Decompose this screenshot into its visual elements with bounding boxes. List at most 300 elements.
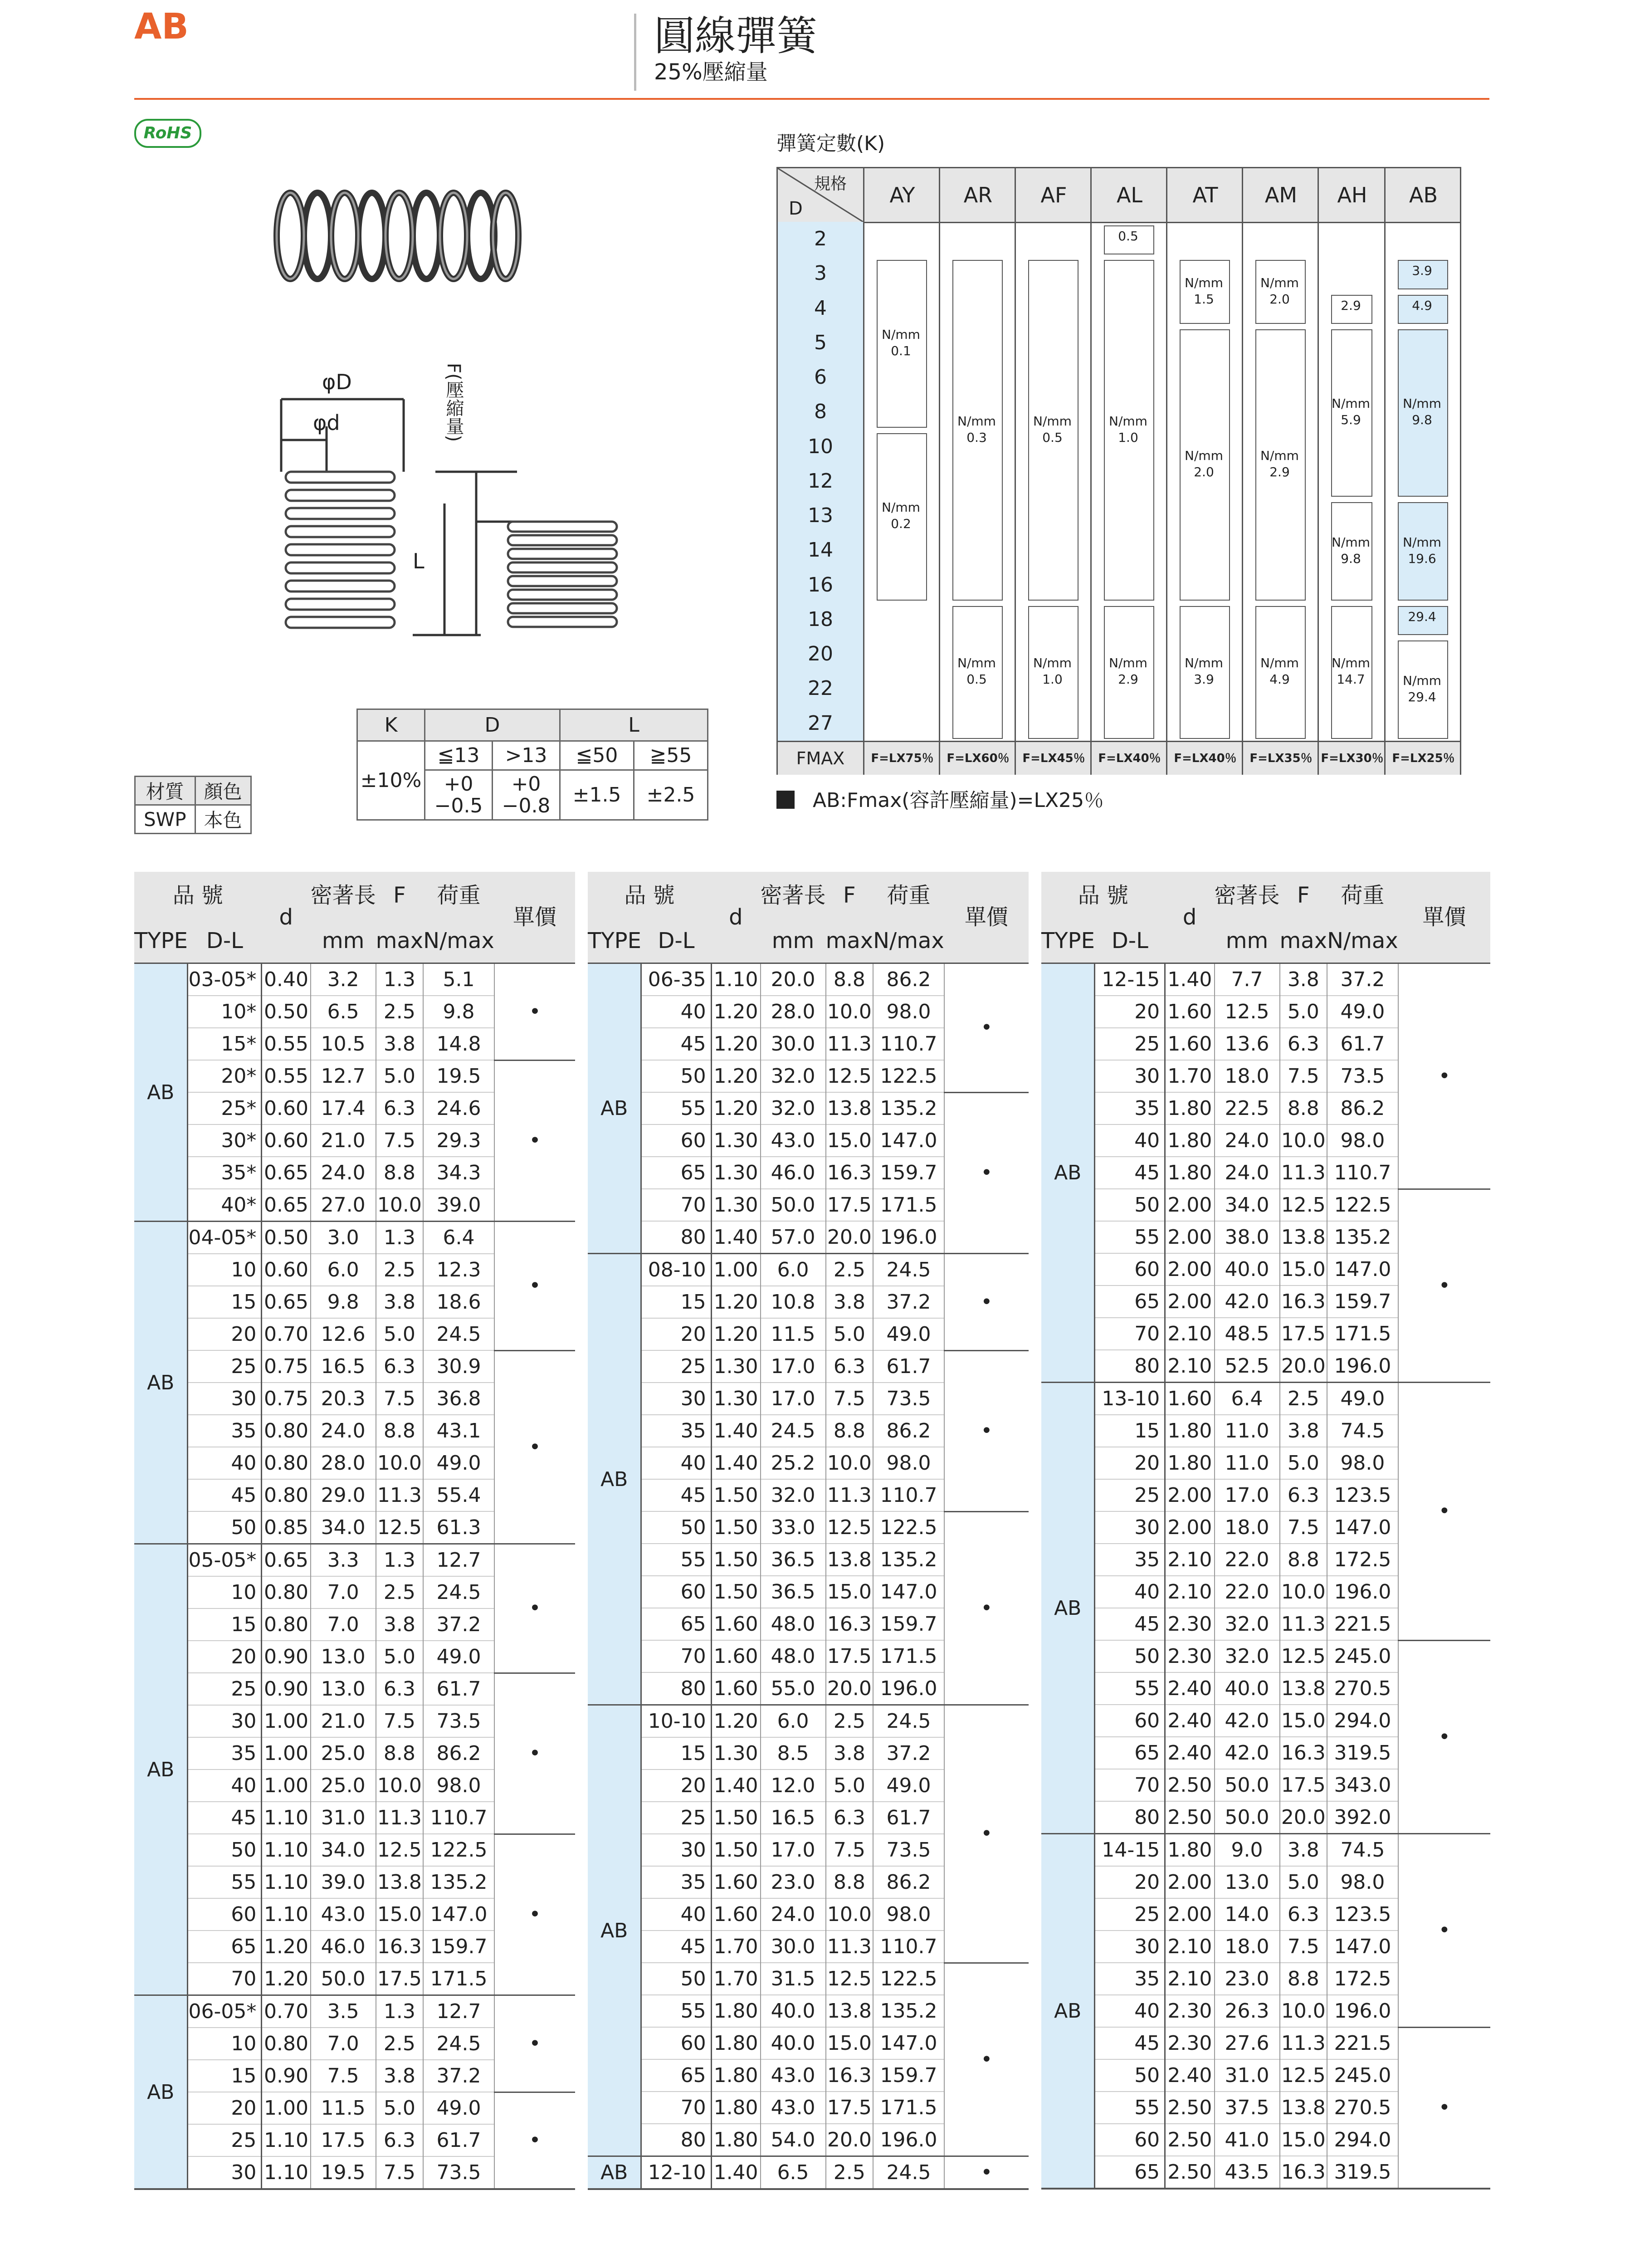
price-cell: • (494, 963, 575, 1061)
d-cell: 2.30 (1165, 1995, 1215, 2027)
d-cell: 1.10 (262, 2156, 311, 2189)
d-cell: 1.20 (711, 1060, 760, 1092)
solid-cell: 41.0 (1215, 2124, 1280, 2156)
d-cell: 1.30 (711, 1189, 760, 1221)
dl-cell: 50 (1095, 2059, 1165, 2092)
d-cell: 0.50 (262, 996, 311, 1028)
dl-cell: 40 (641, 1447, 711, 1479)
load-cell: 61.7 (873, 1350, 944, 1383)
dl-cell: 03-05* (188, 963, 262, 996)
d-cell: 2.40 (1165, 1705, 1215, 1737)
dl-cell: 35 (188, 1737, 262, 1769)
solid-cell: 17.0 (1215, 1479, 1280, 1511)
dl-cell: 10* (188, 996, 262, 1028)
load-cell: 159.7 (873, 2059, 944, 2092)
dl-cell: 20* (188, 1060, 262, 1092)
dl-cell: 60 (641, 1124, 711, 1157)
load-cell: 122.5 (1327, 1189, 1398, 1221)
solid-cell: 13.0 (1215, 1866, 1280, 1898)
table-row (588, 2156, 1029, 2190)
dl-cell: 20 (1095, 1447, 1165, 1479)
solid-cell: 20.3 (311, 1383, 376, 1415)
dl-cell: 35 (641, 1866, 711, 1898)
k-column-line (1166, 222, 1167, 773)
fmax-value: F=LX40％ (1090, 742, 1167, 775)
load-cell: 73.5 (423, 1705, 494, 1737)
f-cell: 5.0 (1280, 1866, 1327, 1898)
d-cell: 1.00 (262, 1705, 311, 1737)
solid-cell: 17.0 (761, 1383, 826, 1415)
d-cell: 1.60 (711, 1866, 760, 1898)
type-head: TYPE (1041, 919, 1095, 963)
f-cell: 13.8 (1280, 1672, 1327, 1705)
table-row (134, 1544, 575, 1577)
load-unit-head: N/max (423, 919, 494, 963)
d-cell: 1.40 (711, 1415, 760, 1447)
dl-cell: 13-10 (1095, 1383, 1165, 1415)
d-cell: 1.40 (711, 2156, 760, 2190)
dl-cell: 40* (188, 1189, 262, 1222)
solid-cell: 11.5 (761, 1318, 826, 1350)
solid-cell: 12.5 (1215, 996, 1280, 1028)
d-cell: 1.50 (711, 1802, 760, 1834)
f-cell: 3.8 (1280, 963, 1327, 996)
f-cell: 17.5 (1280, 1769, 1327, 1801)
f-cell: 16.3 (1280, 1286, 1327, 1318)
solid-cell: 43.0 (311, 1898, 376, 1931)
load-head: 荷重 (423, 872, 494, 919)
price-cell: • (1398, 963, 1490, 1189)
k-d-value: 5 (778, 326, 863, 361)
f-cell: 3.8 (376, 1608, 424, 1641)
tol-k-value: ±10% (357, 741, 425, 820)
dl-cell: 04-05* (188, 1222, 262, 1254)
d-cell: 1.20 (262, 1931, 311, 1963)
tol-k-head: K (357, 709, 425, 741)
solid-cell: 6.0 (761, 1254, 826, 1286)
dl-cell: 15 (641, 1737, 711, 1769)
solid-cell: 32.0 (761, 1092, 826, 1124)
k-type-ar: AR (939, 168, 1016, 222)
table-row (588, 1511, 1029, 1544)
dl-cell: 50 (641, 1060, 711, 1092)
solid-cell: 55.0 (761, 1672, 826, 1705)
k-value-label: N/mm 0.1 (882, 327, 920, 358)
solid-cell: 30.0 (761, 1028, 826, 1060)
solid-cell: 38.0 (1215, 1221, 1280, 1253)
d-cell: 1.20 (711, 1092, 760, 1124)
solid-cell: 18.0 (1215, 1931, 1280, 1963)
d-cell: 2.00 (1165, 1866, 1215, 1898)
d-cell: 2.10 (1165, 1576, 1215, 1608)
price-cell: • (494, 1222, 575, 1351)
d-cell: 0.50 (262, 1222, 311, 1254)
d-cell: 0.70 (262, 1318, 311, 1350)
solid-cell: 28.0 (761, 996, 826, 1028)
d-cell: 0.90 (262, 1641, 311, 1673)
load-cell: 37.2 (873, 1286, 944, 1318)
dl-cell: 60 (188, 1898, 262, 1931)
d-cell: 0.80 (262, 1608, 311, 1641)
solid-cell: 6.4 (1215, 1383, 1280, 1415)
solid-cell: 9.8 (311, 1286, 376, 1318)
solid-cell: 31.0 (311, 1802, 376, 1834)
f-cell: 11.3 (376, 1802, 424, 1834)
f-cell: 20.0 (1280, 1801, 1327, 1834)
f-cell: 15.0 (826, 1576, 873, 1608)
f-cell: 7.5 (1280, 1931, 1327, 1963)
solid-cell: 6.0 (761, 1705, 826, 1738)
table-row (134, 1350, 575, 1383)
f-cell: 8.8 (826, 1415, 873, 1447)
part-number-head: 品 號 (588, 872, 711, 919)
price-cell: • (494, 1544, 575, 1673)
solid-length-head: 密著長 (1215, 872, 1280, 919)
dl-cell: 25 (1095, 1479, 1165, 1511)
d-cell: 1.30 (711, 1737, 760, 1769)
d-cell: 0.80 (262, 1479, 311, 1511)
solid-cell: 50.0 (1215, 1801, 1280, 1834)
load-cell: 18.6 (423, 1286, 494, 1318)
solid-cell: 19.5 (311, 2156, 376, 2189)
d-cell: 1.30 (711, 1383, 760, 1415)
k-value-label: N/mm 9.8 (1332, 534, 1370, 566)
dl-cell: 45 (641, 1931, 711, 1963)
f-cell: 6.3 (1280, 1898, 1327, 1931)
dl-head: D-L (188, 919, 262, 963)
f-cell: 6.3 (376, 1350, 424, 1383)
f-cell: 16.3 (376, 1931, 424, 1963)
k-value-label: N/mm 5.9 (1332, 396, 1370, 428)
f-cell: 2.5 (376, 996, 424, 1028)
k-type-ab: AB (1384, 168, 1461, 222)
d-cell: 2.00 (1165, 1189, 1215, 1221)
f-head: F (826, 872, 873, 919)
k-type-am: AM (1242, 168, 1319, 222)
dl-cell: 30 (1095, 1931, 1165, 1963)
dl-cell: 65 (641, 2059, 711, 2092)
f-cell: 8.8 (376, 1157, 424, 1189)
solid-cell: 17.0 (761, 1350, 826, 1383)
solid-cell: 50.0 (761, 1189, 826, 1221)
f-cell: 11.3 (826, 1028, 873, 1060)
d-cell: 2.00 (1165, 1511, 1215, 1544)
d-cell: 0.70 (262, 1995, 311, 2028)
solid-cell: 24.0 (311, 1415, 376, 1447)
solid-cell: 25.0 (311, 1737, 376, 1769)
d-cell: 1.80 (1165, 1157, 1215, 1189)
f-cell: 8.8 (376, 1415, 424, 1447)
f-cell: 2.5 (826, 2156, 873, 2190)
dl-cell: 45 (1095, 1608, 1165, 1640)
load-cell: 147.0 (873, 2027, 944, 2059)
k-d-value: 4 (778, 291, 863, 327)
load-cell: 49.0 (423, 2092, 494, 2124)
price-cell: • (494, 1350, 575, 1544)
d-cell: 0.65 (262, 1157, 311, 1189)
dl-cell: 50 (1095, 1189, 1165, 1221)
d-cell: 1.80 (711, 2124, 760, 2156)
f-cell: 10.0 (826, 996, 873, 1028)
d-cell: 0.75 (262, 1383, 311, 1415)
f-cell: 6.3 (826, 1802, 873, 1834)
f-cell: 20.0 (1280, 1350, 1327, 1383)
price-cell: • (944, 1705, 1029, 1963)
load-cell: 12.3 (423, 1254, 494, 1286)
f-cell: 3.8 (376, 2060, 424, 2092)
load-cell: 24.5 (423, 2028, 494, 2060)
load-cell: 171.5 (423, 1963, 494, 1995)
price-head: 單價 (1398, 872, 1490, 963)
f-cell: 12.5 (1280, 1189, 1327, 1221)
fmax-note-text: AB:Fmax(容許壓縮量)=LX25％ (813, 789, 1104, 812)
d-cell: 1.50 (711, 1479, 760, 1511)
price-cell: • (494, 1834, 575, 1995)
f-cell: 2.5 (376, 2028, 424, 2060)
product-table-2 (588, 872, 1029, 2190)
dl-cell: 10 (188, 1254, 262, 1286)
solid-cell: 7.0 (311, 1576, 376, 1608)
tol-d-range-1: ≦13 (425, 741, 493, 770)
solid-cell: 12.6 (311, 1318, 376, 1350)
dl-cell: 25 (188, 1673, 262, 1705)
price-cell: • (944, 1254, 1029, 1351)
d-cell: 0.65 (262, 1544, 311, 1577)
spring-photo (272, 181, 526, 290)
dl-cell: 55 (1095, 2092, 1165, 2124)
solid-cell: 23.0 (761, 1866, 826, 1898)
part-number-head: 品 號 (1041, 872, 1165, 919)
dl-cell: 65 (641, 1608, 711, 1640)
load-cell: 196.0 (1327, 1995, 1398, 2027)
dl-cell: 15 (188, 1608, 262, 1641)
d-cell: 1.20 (711, 996, 760, 1028)
solid-unit-head: mm (311, 919, 376, 963)
solid-cell: 24.5 (761, 1415, 826, 1447)
dl-cell: 12-15 (1095, 963, 1165, 996)
f-cell: 12.5 (1280, 2059, 1327, 2092)
solid-cell: 27.6 (1215, 2027, 1280, 2059)
f-cell: 6.3 (826, 1350, 873, 1383)
f-cell: 8.8 (1280, 1544, 1327, 1576)
load-cell: 24.5 (873, 1705, 944, 1738)
type-cell: AB (588, 2156, 641, 2190)
k-column-line (1090, 222, 1092, 773)
fmax-value: F=LX40％ (1166, 742, 1243, 775)
brand-label: AB (134, 6, 189, 47)
load-cell: 73.5 (423, 2156, 494, 2189)
solid-cell: 22.0 (1215, 1544, 1280, 1576)
dl-cell: 50 (188, 1834, 262, 1866)
f-cell: 7.5 (1280, 1511, 1327, 1544)
table-row (1041, 1834, 1490, 1867)
load-cell: 172.5 (1327, 1544, 1398, 1576)
d-cell: 0.55 (262, 1060, 311, 1092)
outer-diameter-label: φD (322, 370, 352, 394)
d-cell: 1.10 (711, 963, 760, 996)
d-cell: 0.65 (262, 1286, 311, 1318)
f-cell: 8.8 (826, 963, 873, 996)
d-cell: 1.20 (711, 1705, 760, 1738)
dl-cell: 15 (188, 1286, 262, 1318)
k-value-label: N/mm 1.0 (1033, 655, 1072, 687)
dl-cell: 80 (1095, 1801, 1165, 1834)
load-cell: 37.2 (423, 1608, 494, 1641)
price-cell: • (944, 1350, 1029, 1511)
dl-cell: 20 (188, 1641, 262, 1673)
tol-d-head: D (425, 709, 560, 741)
load-cell: 171.5 (873, 1640, 944, 1672)
f-head: F (376, 872, 424, 919)
dl-cell: 70 (641, 1189, 711, 1221)
load-cell: 110.7 (873, 1028, 944, 1060)
wire-diameter-label: φd (313, 411, 340, 435)
dl-cell: 40 (188, 1447, 262, 1479)
load-cell: 49.0 (873, 1318, 944, 1350)
d-cell: 1.00 (262, 1737, 311, 1769)
load-cell: 196.0 (873, 1221, 944, 1254)
k-column-line (863, 222, 864, 773)
d-cell: 2.10 (1165, 1544, 1215, 1576)
dl-cell: 40 (641, 996, 711, 1028)
solid-cell: 14.0 (1215, 1898, 1280, 1931)
material-value: SWP (135, 805, 195, 834)
dl-cell: 25 (1095, 1028, 1165, 1060)
table-row (1041, 1383, 1490, 1415)
d-cell: 1.60 (711, 1640, 760, 1672)
type-cell: AB (588, 963, 641, 1254)
table-row (588, 1092, 1029, 1124)
price-cell: • (944, 1092, 1029, 1254)
f-cell: 12.5 (376, 1834, 424, 1866)
f-unit-head: max (826, 919, 873, 963)
solid-cell: 40.0 (761, 1995, 826, 2027)
fmax-value: F=LX75％ (863, 742, 940, 775)
dl-cell: 05-05* (188, 1544, 262, 1577)
type-cell: AB (1041, 963, 1095, 1383)
dl-cell: 06-05* (188, 1995, 262, 2028)
load-cell: 49.0 (873, 1769, 944, 1802)
d-cell: 0.80 (262, 1415, 311, 1447)
solid-cell: 43.0 (761, 2092, 826, 2124)
dl-cell: 50 (188, 1511, 262, 1544)
load-cell: 122.5 (423, 1834, 494, 1866)
dl-cell: 30 (188, 1383, 262, 1415)
k-corner-bottom: D (789, 198, 803, 219)
dl-cell: 35 (1095, 1963, 1165, 1995)
f-cell: 13.8 (1280, 1221, 1327, 1253)
solid-cell: 31.0 (1215, 2059, 1280, 2092)
dl-cell: 15* (188, 1028, 262, 1060)
fmax-value: F=LX25％ (1384, 742, 1461, 775)
load-cell: 37.2 (873, 1737, 944, 1769)
fmax-value: F=LX30％ (1318, 742, 1386, 775)
f-cell: 11.3 (1280, 1608, 1327, 1640)
dl-cell: 25 (641, 1802, 711, 1834)
solid-cell: 20.0 (761, 963, 826, 996)
d-cell: 2.00 (1165, 1221, 1215, 1253)
k-d-value: 10 (778, 430, 863, 465)
load-cell: 29.3 (423, 1124, 494, 1157)
f-cell: 8.8 (826, 1866, 873, 1898)
dl-cell: 65 (188, 1931, 262, 1963)
load-cell: 221.5 (1327, 1608, 1398, 1640)
table-row (134, 2092, 575, 2124)
f-cell: 6.3 (1280, 1028, 1327, 1060)
d-cell: 0.80 (262, 1447, 311, 1479)
d-cell: 0.65 (262, 1189, 311, 1222)
f-cell: 20.0 (826, 2124, 873, 2156)
solid-cell: 42.0 (1215, 1286, 1280, 1318)
d-cell: 1.20 (711, 1028, 760, 1060)
k-value-label: 0.5 (1118, 229, 1138, 244)
price-cell: • (1398, 1383, 1490, 1641)
solid-cell: 21.0 (311, 1124, 376, 1157)
load-cell: 392.0 (1327, 1801, 1398, 1834)
wire-dia-head: d (262, 872, 311, 963)
f-cell: 10.0 (1280, 1576, 1327, 1608)
f-cell: 20.0 (826, 1221, 873, 1254)
d-cell: 1.60 (711, 1672, 760, 1705)
load-cell: 49.0 (1327, 1383, 1398, 1415)
dl-cell: 35 (1095, 1544, 1165, 1576)
load-cell: 74.5 (1327, 1415, 1398, 1447)
k-type-ah: AH (1318, 168, 1386, 222)
k-d-value: 12 (778, 464, 863, 499)
k-value-label: 29.4 (1408, 609, 1436, 624)
solid-cell: 23.0 (1215, 1963, 1280, 1995)
table-row (588, 1350, 1029, 1383)
solid-cell: 34.0 (311, 1511, 376, 1544)
k-d-value: 22 (778, 671, 863, 707)
d-cell: 0.75 (262, 1350, 311, 1383)
load-cell: 135.2 (873, 1995, 944, 2027)
f-cell: 1.3 (376, 963, 424, 996)
dl-cell: 80 (641, 2124, 711, 2156)
dl-cell: 45 (641, 1028, 711, 1060)
f-cell: 2.5 (1280, 1383, 1327, 1415)
load-cell: 30.9 (423, 1350, 494, 1383)
solid-cell: 32.0 (761, 1479, 826, 1511)
dl-cell: 55 (641, 1995, 711, 2027)
dl-cell: 45 (188, 1479, 262, 1511)
d-cell: 0.80 (262, 1576, 311, 1608)
dl-cell: 80 (641, 1672, 711, 1705)
d-cell: 1.80 (1165, 1834, 1215, 1867)
fmax-label: FMAX (796, 748, 845, 768)
solid-cell: 34.0 (1215, 1189, 1280, 1221)
load-cell: 12.7 (423, 1995, 494, 2028)
d-cell: 1.30 (711, 1124, 760, 1157)
f-cell: 12.5 (376, 1511, 424, 1544)
k-value-label: N/mm 4.9 (1260, 655, 1299, 687)
solid-cell: 10.8 (761, 1286, 826, 1318)
k-column-line (939, 222, 940, 773)
f-cell: 12.5 (826, 1060, 873, 1092)
load-cell: 319.5 (1327, 1737, 1398, 1769)
solid-cell: 43.0 (761, 2059, 826, 2092)
f-cell: 10.0 (1280, 1124, 1327, 1157)
k-value-label: N/mm 0.3 (957, 413, 996, 445)
solid-cell: 36.5 (761, 1576, 826, 1608)
f-cell: 8.8 (1280, 1092, 1327, 1124)
d-cell: 0.55 (262, 1028, 311, 1060)
f-cell: 5.0 (1280, 1447, 1327, 1479)
f-cell: 16.3 (1280, 2156, 1327, 2189)
d-cell: 1.80 (711, 2059, 760, 2092)
solid-cell: 11.0 (1215, 1415, 1280, 1447)
load-cell: 73.5 (1327, 1060, 1398, 1092)
